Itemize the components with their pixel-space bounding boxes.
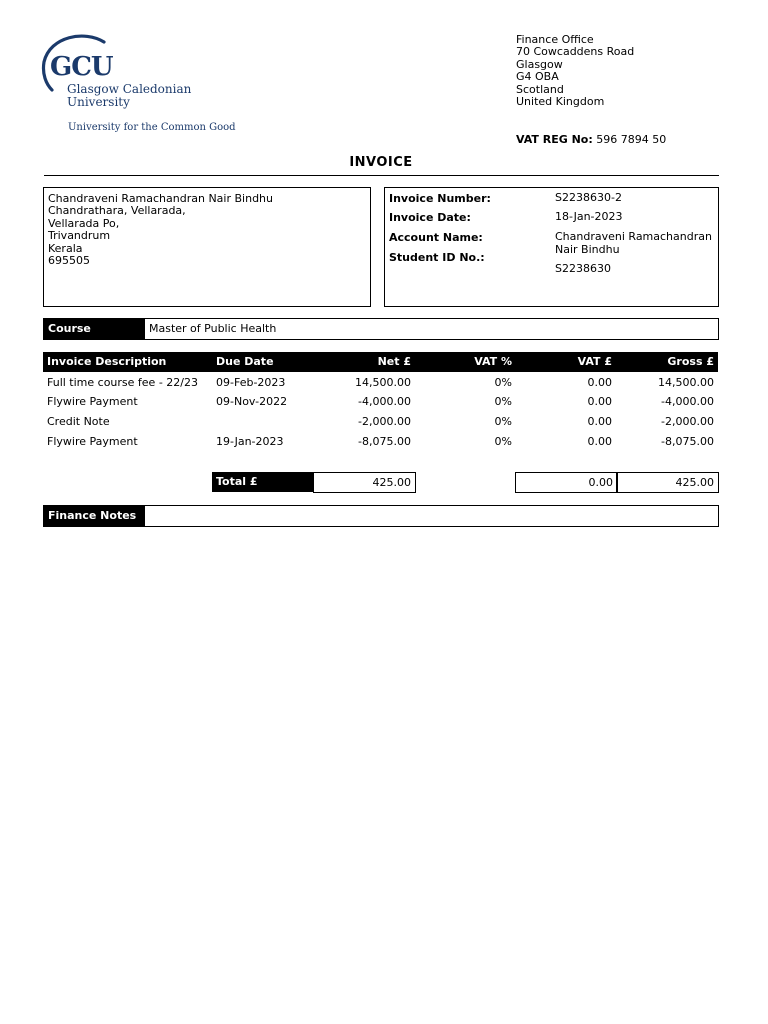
course-label: Course: [44, 319, 145, 339]
student-id-value: S2238630: [555, 262, 611, 275]
address-line: G4 OBA: [516, 70, 559, 84]
header-description: Invoice Description: [47, 355, 167, 368]
title-divider: [44, 175, 719, 176]
account-name-value: Chandraveni Ramachandran Nair Bindhu: [555, 230, 712, 256]
invoice-date-value: 18-Jan-2023: [555, 210, 623, 223]
account-name-label: Account Name:: [389, 231, 483, 244]
invoice-number-value: S2238630-2: [555, 191, 622, 204]
total-vat-value: 0.00: [588, 476, 613, 489]
cell-vat-amount: 0.00: [587, 395, 612, 408]
total-vat-box: [515, 472, 618, 493]
billing-address-box: [43, 187, 371, 307]
cell-description: Flywire Payment: [47, 395, 138, 408]
cell-gross: -8,075.00: [661, 435, 714, 448]
cell-net: -8,075.00: [358, 435, 411, 448]
logo-name-line2: University: [67, 95, 130, 109]
cell-vat-amount: 0.00: [587, 435, 612, 448]
address-line: Finance Office: [516, 33, 594, 46]
cell-vat-amount: 0.00: [587, 376, 612, 389]
billing-address-line: Chandraveni Ramachandran Nair Bindhu: [48, 192, 274, 205]
page-title: INVOICE: [349, 155, 413, 170]
header-vat-percent: VAT %: [474, 355, 512, 368]
cell-gross: -4,000.00: [661, 395, 714, 408]
total-gross-box: [616, 472, 719, 493]
office-address: [516, 34, 634, 108]
table-row: [43, 413, 718, 431]
logo-abbr: GCU: [50, 52, 113, 82]
cell-vat-percent: 0%: [494, 376, 512, 389]
total-net-box: [313, 472, 416, 493]
address-line: Glasgow: [516, 57, 563, 71]
finance-notes-row: [43, 505, 719, 527]
cell-description: Full time course fee - 22/23: [47, 376, 198, 389]
billing-address-line: Trivandrum: [48, 229, 111, 243]
invoice-table-header: [43, 352, 718, 372]
logo-tagline: University for the Common Good: [68, 122, 236, 133]
invoice-info-box: [384, 187, 719, 307]
billing-address-line: Vellarada Po,: [48, 216, 120, 230]
cell-net: -4,000.00: [358, 395, 411, 408]
billing-address-line: Kerala: [48, 241, 83, 255]
logo-name-line1: Glasgow Caledonian: [67, 82, 192, 96]
table-row: [43, 433, 718, 451]
total-gross-value: 425.00: [675, 476, 714, 489]
invoice-number-label: Invoice Number:: [389, 192, 491, 205]
cell-description: Credit Note: [47, 415, 110, 428]
header-due-date: Due Date: [216, 355, 274, 368]
cell-net: -2,000.00: [358, 415, 411, 428]
course-row: [43, 318, 719, 340]
address-line: 70 Cowcaddens Road: [516, 45, 635, 59]
header-net: Net £: [377, 355, 411, 368]
cell-vat-amount: 0.00: [587, 415, 612, 428]
billing-address-line: Chandrathara, Vellarada,: [48, 204, 186, 218]
cell-gross: 14,500.00: [658, 376, 714, 389]
cell-vat-percent: 0%: [494, 415, 512, 428]
finance-notes-label: Finance Notes: [44, 506, 145, 526]
invoice-date-label: Invoice Date:: [389, 211, 471, 224]
cell-net: 14,500.00: [355, 376, 411, 389]
total-label: Total £: [212, 472, 314, 492]
header-gross: Gross £: [667, 355, 714, 368]
cell-due-date: 09-Nov-2022: [216, 395, 288, 408]
cell-due-date: 09-Feb-2023: [216, 376, 286, 389]
vat-registration: [516, 133, 666, 146]
billing-address-line: 695505: [48, 254, 90, 268]
table-row: [43, 374, 718, 392]
cell-vat-percent: 0%: [494, 435, 512, 448]
cell-due-date: 19-Jan-2023: [216, 435, 284, 448]
student-id-label: Student ID No.:: [389, 251, 485, 264]
course-value: Master of Public Health: [149, 322, 277, 335]
address-line: Scotland: [516, 82, 564, 96]
university-logo: [40, 34, 240, 138]
vat-reg-label: VAT REG No:: [516, 133, 593, 146]
vat-reg-value: 596 7894 50: [596, 133, 667, 146]
address-line: United Kingdom: [516, 95, 605, 109]
total-net-value: 425.00: [372, 476, 411, 489]
cell-gross: -2,000.00: [661, 415, 714, 428]
header-vat-amount: VAT £: [577, 355, 612, 368]
table-row: [43, 393, 718, 411]
cell-vat-percent: 0%: [494, 395, 512, 408]
cell-description: Flywire Payment: [47, 435, 138, 448]
